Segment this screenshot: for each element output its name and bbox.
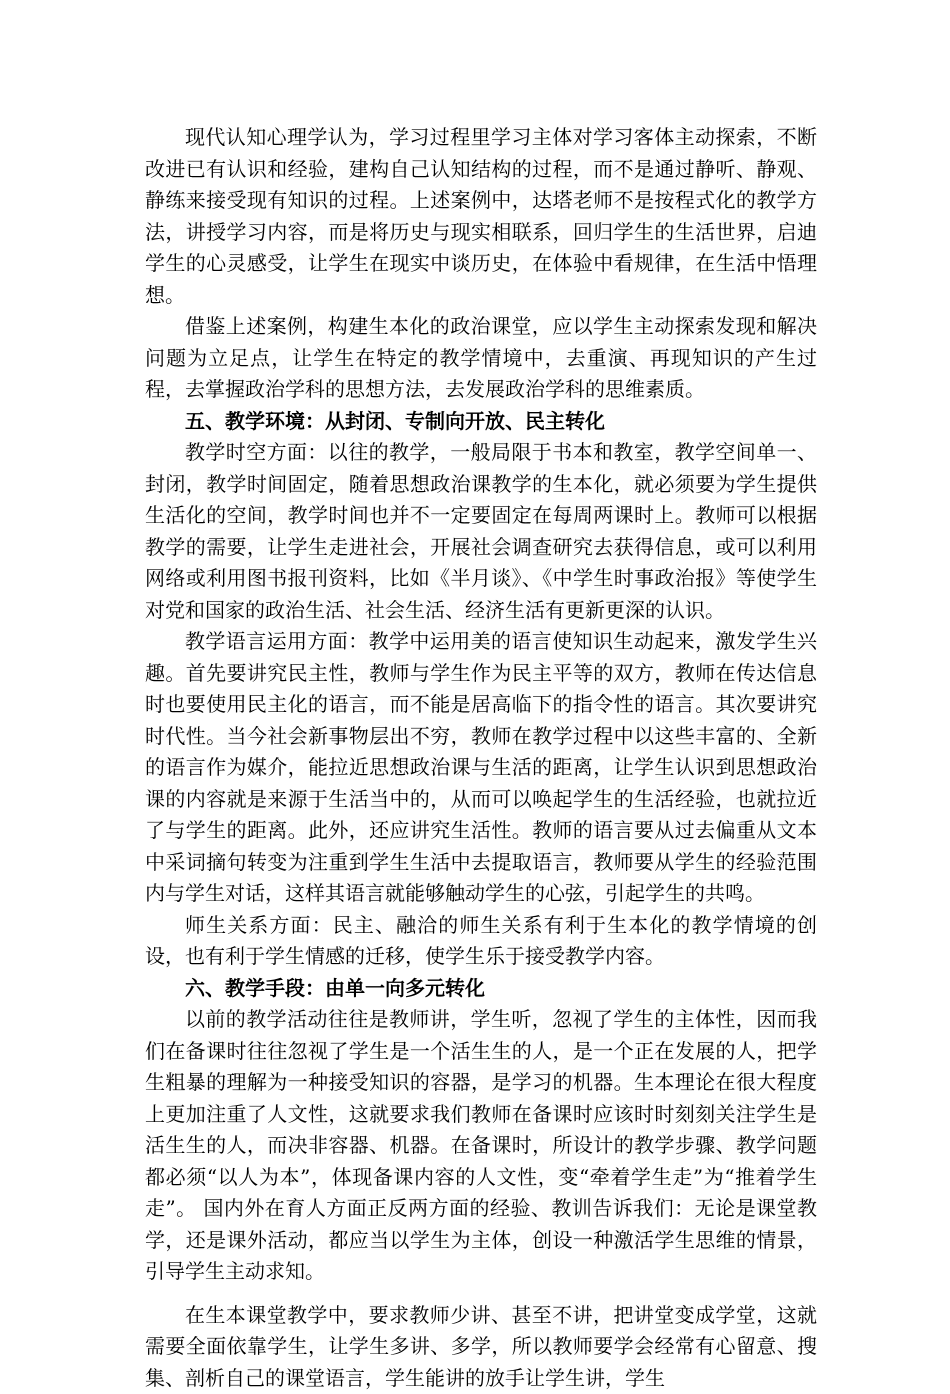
- document-page: [145, 122, 817, 1394]
- paragraph-3: 教学时空方面：以往的教学，一般局限于书本和教室，教学空间单一、封闭，教学时间固定，随着思想政治课教学的生本化，就必须要为学生提供生活化的空间，教学时间也并不一定要固定在每周两课时上。教师可以根据教学的需要，让学生走进社会，开展社会调查研究去获得信息，或可以利用网络或利用图书报刊资料，比如《半月谈》、《中学生时事政治报》等使学生对党和国家的政治生活、社会生活、经济生活有更新更深的认识。: [145, 437, 817, 626]
- paragraph-5: 师生关系方面：民主、融洽的师生关系有利于生本化的教学情境的创设，也有利于学生情感的迁移，使学生乐于接受教学内容。: [145, 910, 817, 973]
- paragraph-7: 在生本课堂教学中，要求教师少讲、甚至不讲，把讲堂变成学堂，这就需要全面依靠学生，让学生多讲、多学，所以教师要学会经常有心留意、搜集、剖析自己的课堂语言，学生能讲的放手让学生讲，学生: [145, 1300, 817, 1394]
- section-heading-6: 六、教学手段：由单一向多元转化: [145, 973, 817, 1005]
- section-heading-5: 五、教学环境：从封闭、专制向开放、民主转化: [145, 406, 817, 438]
- paragraph-1: 现代认知心理学认为，学习过程里学习主体对学习客体主动探索，不断改进已有认识和经验，建构自己认知结构的过程，而不是通过静听、静观、静练来接受现有知识的过程。上述案例中，达塔老师不是按程式化的教学方法，讲授学习内容，而是将历史与现实相联系，回归学生的生活世界，启迪学生的心灵感受，让学生在现实中谈历史，在体验中看规律，在生活中悟理想。: [145, 122, 817, 311]
- paragraph-2: 借鉴上述案例，构建生本化的政治课堂，应以学生主动探索发现和解决问题为立足点，让学生在特定的教学情境中，去重演、再现知识的产生过程，去掌握政治学科的思想方法，去发展政治学科的思维素质。: [145, 311, 817, 406]
- paragraph-4: 教学语言运用方面：教学中运用美的语言使知识生动起来，激发学生兴趣。首先要讲究民主性，教师与学生作为民主平等的双方，教师在传达信息时也要使用民主化的语言，而不能是居高临下的指令性的语言。其次要讲究时代性。当今社会新事物层出不穷，教师在教学过程中以这些丰富的、全新的语言作为媒介，能拉近思想政治课与生活的距离，让学生认识到思想政治课的内容就是来源于生活当中的，从而可以唤起学生的生活经验，也就拉近了与学生的距离。此外，还应讲究生活性。教师的语言要从过去偏重从文本中采词摘句转变为注重到学生生活中去提取语言，教师要从学生的经验范围内与学生对话，这样其语言就能够触动学生的心弦，引起学生的共鸣。: [145, 626, 817, 910]
- paragraph-6: 以前的教学活动往往是教师讲，学生听，忽视了学生的主体性，因而我们在备课时往往忽视了学生是一个活生生的人，是一个正在发展的人，把学生粗暴的理解为一种接受知识的容器，是学习的机器。生本理论在很大程度上更加注重了人文性，这就要求我们教师在备课时应该时时刻刻关注学生是活生生的人，而决非容器、机器。在备课时，所设计的教学步骤、教学问题都必须“以人为本”，体现备课内容的人文性，变“牵着学生走”为“推着学生走”。 国内外在育人方面正反两方面的经验、教训告诉我们：无论是课堂教学，还是课外活动，都应当以学生为主体，创设一种激活学生思维的情景，引导学生主动求知。: [145, 1004, 817, 1288]
